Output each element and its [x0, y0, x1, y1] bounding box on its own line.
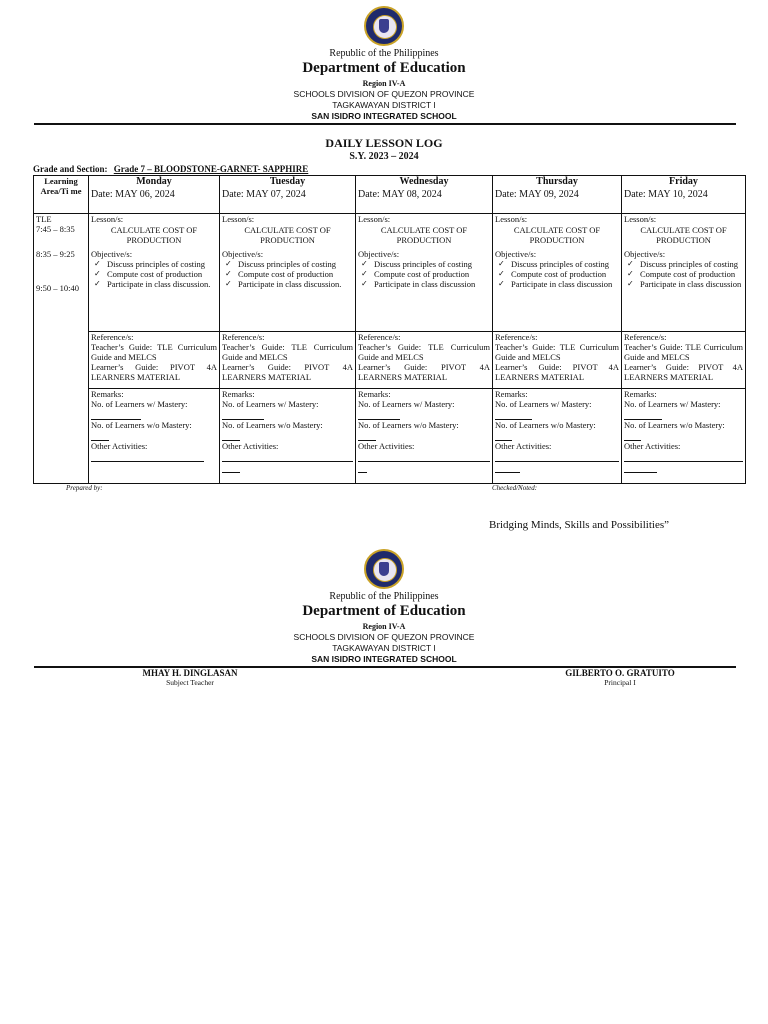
- objective-label: Objective/s:: [358, 249, 400, 259]
- republic-text: Republic of the Philippines: [329, 591, 439, 602]
- objective-list: [358, 259, 490, 289]
- log-title: DAILY LESSON LOG: [325, 136, 443, 150]
- day-header-tuesday: [220, 176, 356, 214]
- learners-guide: Learner’s Guide: PIVOT 4A LEARNERS MATERIAL: [222, 362, 353, 382]
- mastery-blank: [495, 409, 532, 420]
- objective-item: ✓ Compute cost of production: [238, 269, 353, 279]
- learners-guide: Learner’s Guide: PIVOT 4A LEARNERS MATERIAL: [358, 362, 490, 382]
- day-name: Wednesday: [399, 176, 449, 187]
- learners-guide: Learner’s Guide: PIVOT 4A LEARNERS MATERIAL: [495, 362, 619, 382]
- region-text: Region IV-A: [362, 622, 406, 631]
- day-date: Date: MAY 07, 2024: [222, 189, 306, 200]
- no-mastery-label: No. of Learners w/o Mastery:: [358, 420, 459, 430]
- objective-item: ✓ Discuss principles of costing: [640, 259, 743, 269]
- lesson-cell-friday: [622, 214, 746, 332]
- lesson-label: Lesson/s:: [222, 214, 255, 224]
- lesson-title: CALCULATE COST OF PRODUCTION: [110, 225, 198, 245]
- no-mastery-label: No. of Learners w/o Mastery:: [91, 420, 192, 430]
- day-date: Date: MAY 10, 2024: [624, 189, 708, 200]
- lesson-cell-tuesday: [220, 214, 356, 332]
- reference-label: Reference/s:: [358, 332, 401, 342]
- day-header-thursday: [493, 176, 622, 214]
- teachers-guide: Teacher’s Guide: TLE Curriculum Guide and MELCS: [222, 342, 353, 362]
- teachers-guide: Teacher’s Guide: TLE Curriculum Guide and MELCS: [91, 342, 217, 362]
- division-text: SCHOOLS DIVISION OF QUEZON PROVINCE: [293, 632, 475, 642]
- lesson-title: CALCULATE COST OF PRODUCTION: [513, 225, 601, 245]
- other-activities-label: Other Activities:: [624, 441, 681, 451]
- checked-noted-label: Checked/Noted:: [492, 484, 538, 492]
- reference-cell-monday: [89, 332, 220, 389]
- remarks-cell-tuesday: [220, 389, 356, 484]
- mastery-label: No. of Learners w/ Mastery:: [358, 399, 455, 409]
- other-activities-label: Other Activities:: [358, 441, 415, 451]
- prepared-by-label: Prepared by:: [66, 484, 103, 492]
- reference-cell-thursday: [493, 332, 622, 389]
- remarks-label: Remarks:: [624, 389, 657, 399]
- lesson-label: Lesson/s:: [495, 214, 528, 224]
- motto-text: Bridging Minds, Skills and Possibilities”: [489, 519, 669, 531]
- objective-item: ✓ Participate in class discussion: [511, 279, 619, 289]
- time-slot: 7:45 – 8:35: [36, 224, 75, 234]
- lesson-log-table: [33, 175, 746, 484]
- no-mastery-label: No. of Learners w/o Mastery:: [624, 420, 725, 430]
- remarks-label: Remarks:: [222, 389, 255, 399]
- remarks-label: Remarks:: [91, 389, 124, 399]
- no-mastery-blank: [91, 430, 109, 441]
- reference-row: [34, 332, 746, 389]
- teacher-role: Subject Teacher: [166, 678, 214, 687]
- objective-item: ✓ Compute cost of production: [374, 269, 490, 279]
- objective-list: [495, 259, 619, 289]
- other-activities-blank: [495, 462, 520, 473]
- other-activities-blank: [358, 462, 367, 473]
- objective-item: ✓ Compute cost of production: [640, 269, 743, 279]
- day-name: Monday: [136, 176, 172, 187]
- mastery-label: No. of Learners w/ Mastery:: [624, 399, 721, 409]
- district-text: TAGKAWAYAN DISTRICT I: [332, 100, 436, 110]
- other-activities-blank: [358, 451, 490, 462]
- teachers-guide: Teacher’s Guide: TLE Curriculum Guide and MELCS: [495, 342, 619, 362]
- objective-item: ✓ Participate in class discussion.: [238, 279, 353, 289]
- lesson-title: CALCULATE COST OF PRODUCTION: [640, 225, 727, 245]
- table-header-row: [34, 176, 746, 214]
- lesson-title: CALCULATE COST OF PRODUCTION: [380, 225, 468, 245]
- learning-area: TLE: [36, 214, 52, 224]
- principal-role: Principal I: [604, 678, 636, 687]
- other-activities-label: Other Activities:: [495, 441, 552, 451]
- school-year: S.Y. 2023 – 2024: [349, 151, 419, 162]
- day-date: Date: MAY 06, 2024: [91, 189, 175, 200]
- day-name: Friday: [669, 176, 698, 187]
- objective-label: Objective/s:: [624, 249, 666, 259]
- lesson-cell-monday: [89, 214, 220, 332]
- day-header-wednesday: [356, 176, 493, 214]
- teacher-name: MHAY H. DINGLASAN: [142, 668, 238, 678]
- day-date: Date: MAY 08, 2024: [358, 189, 442, 200]
- teachers-guide: Teacher’s Guide: TLE Curriculum Guide and MELCS: [624, 342, 743, 362]
- mastery-blank: [222, 409, 264, 420]
- deped-seal-icon: [364, 549, 404, 589]
- learners-guide: Learner’s Guide: PIVOT 4A LEARNERS MATERIAL: [624, 362, 743, 382]
- objective-item: ✓ Participate in class discussion: [640, 279, 743, 289]
- lesson-title: CALCULATE COST OF PRODUCTION: [244, 225, 331, 245]
- school-name: SAN ISIDRO INTEGRATED SCHOOL: [311, 654, 457, 664]
- objective-list: [91, 259, 217, 289]
- reference-label: Reference/s:: [495, 332, 538, 342]
- time-slot: 8:35 – 9:25: [36, 249, 75, 259]
- mastery-blank: [624, 409, 662, 420]
- objective-item: ✓ Participate in class discussion.: [107, 279, 217, 289]
- learning-area-header: Learning Area/Ti me: [34, 176, 89, 214]
- district-text: TAGKAWAYAN DISTRICT I: [332, 643, 436, 653]
- remarks-label: Remarks:: [495, 389, 528, 399]
- mastery-label: No. of Learners w/ Mastery:: [222, 399, 319, 409]
- remarks-cell-wednesday: [356, 389, 493, 484]
- remarks-row: [34, 389, 746, 484]
- mastery-label: No. of Learners w/ Mastery:: [91, 399, 188, 409]
- learners-guide: Learner’s Guide: PIVOT 4A LEARNERS MATERIAL: [91, 362, 217, 382]
- objective-item: ✓ Discuss principles of costing: [107, 259, 217, 269]
- objective-item: ✓ Compute cost of production: [511, 269, 619, 279]
- lesson-cell-wednesday: [356, 214, 493, 332]
- region-text: Region IV-A: [362, 79, 406, 88]
- reference-label: Reference/s:: [624, 332, 667, 342]
- deped-seal-icon: [364, 6, 404, 46]
- other-activities-blank: [495, 451, 619, 462]
- principal-name: GILBERTO O. GRATUITO: [565, 668, 675, 678]
- objective-list: [222, 259, 353, 289]
- objective-item: ✓ Discuss principles of costing: [511, 259, 619, 269]
- division-text: SCHOOLS DIVISION OF QUEZON PROVINCE: [293, 89, 475, 99]
- remarks-cell-thursday: [493, 389, 622, 484]
- teacher-signatory: [110, 668, 270, 687]
- objective-label: Objective/s:: [91, 249, 133, 259]
- remarks-label: Remarks:: [358, 389, 391, 399]
- no-mastery-blank: [624, 430, 641, 441]
- day-name: Thursday: [536, 176, 578, 187]
- department-title: Department of Education: [302, 603, 466, 619]
- remarks-cell-monday: [89, 389, 220, 484]
- other-activities-label: Other Activities:: [222, 441, 279, 451]
- lesson-cell-thursday: [493, 214, 622, 332]
- republic-text: Republic of the Philippines: [329, 48, 439, 59]
- reference-label: Reference/s:: [91, 332, 134, 342]
- mastery-blank: [358, 409, 400, 420]
- grade-section-label: Grade and Section:: [33, 164, 108, 174]
- grade-section: [33, 164, 308, 174]
- objective-item: ✓ Discuss principles of costing: [238, 259, 353, 269]
- lesson-label: Lesson/s:: [91, 214, 124, 224]
- no-mastery-blank: [358, 430, 376, 441]
- school-name: SAN ISIDRO INTEGRATED SCHOOL: [311, 111, 457, 121]
- objective-label: Objective/s:: [495, 249, 537, 259]
- lesson-row: [34, 214, 746, 332]
- reference-cell-friday: [622, 332, 746, 389]
- time-slot: 9:50 – 10:40: [36, 283, 79, 293]
- other-activities-blank: [222, 451, 353, 462]
- objective-item: ✓ Compute cost of production: [107, 269, 217, 279]
- principal-signatory: [550, 668, 690, 687]
- reference-label: Reference/s:: [222, 332, 265, 342]
- reference-cell-tuesday: [220, 332, 356, 389]
- objective-label: Objective/s:: [222, 249, 264, 259]
- lesson-label: Lesson/s:: [624, 214, 657, 224]
- remarks-cell-friday: [622, 389, 746, 484]
- objective-list: [624, 259, 743, 289]
- other-activities-blank: [222, 462, 240, 473]
- grade-section-value: Grade 7 – BLOODSTONE-GARNET- SAPPHIRE: [113, 164, 309, 174]
- day-date: Date: MAY 09, 2024: [495, 189, 579, 200]
- no-mastery-label: No. of Learners w/o Mastery:: [222, 420, 323, 430]
- lesson-label: Lesson/s:: [358, 214, 391, 224]
- other-activities-blank: [624, 462, 657, 473]
- day-name: Tuesday: [269, 176, 306, 187]
- other-activities-blank: [91, 451, 204, 462]
- objective-item: ✓ Participate in class discussion: [374, 279, 490, 289]
- reference-cell-wednesday: [356, 332, 493, 389]
- no-mastery-blank: [495, 430, 512, 441]
- objective-item: ✓ Discuss principles of costing: [374, 259, 490, 269]
- other-activities-label: Other Activities:: [91, 441, 148, 451]
- mastery-label: No. of Learners w/ Mastery:: [495, 399, 592, 409]
- teachers-guide: Teacher’s Guide: TLE Curriculum Guide and MELCS: [358, 342, 490, 362]
- mastery-blank: [91, 409, 141, 420]
- day-header-monday: [89, 176, 220, 214]
- no-mastery-label: No. of Learners w/o Mastery:: [495, 420, 596, 430]
- department-title: Department of Education: [302, 60, 466, 76]
- time-column: [34, 214, 89, 484]
- no-mastery-blank: [222, 430, 240, 441]
- header-divider: [34, 123, 736, 125]
- day-header-friday: [622, 176, 746, 214]
- other-activities-blank: [624, 451, 743, 462]
